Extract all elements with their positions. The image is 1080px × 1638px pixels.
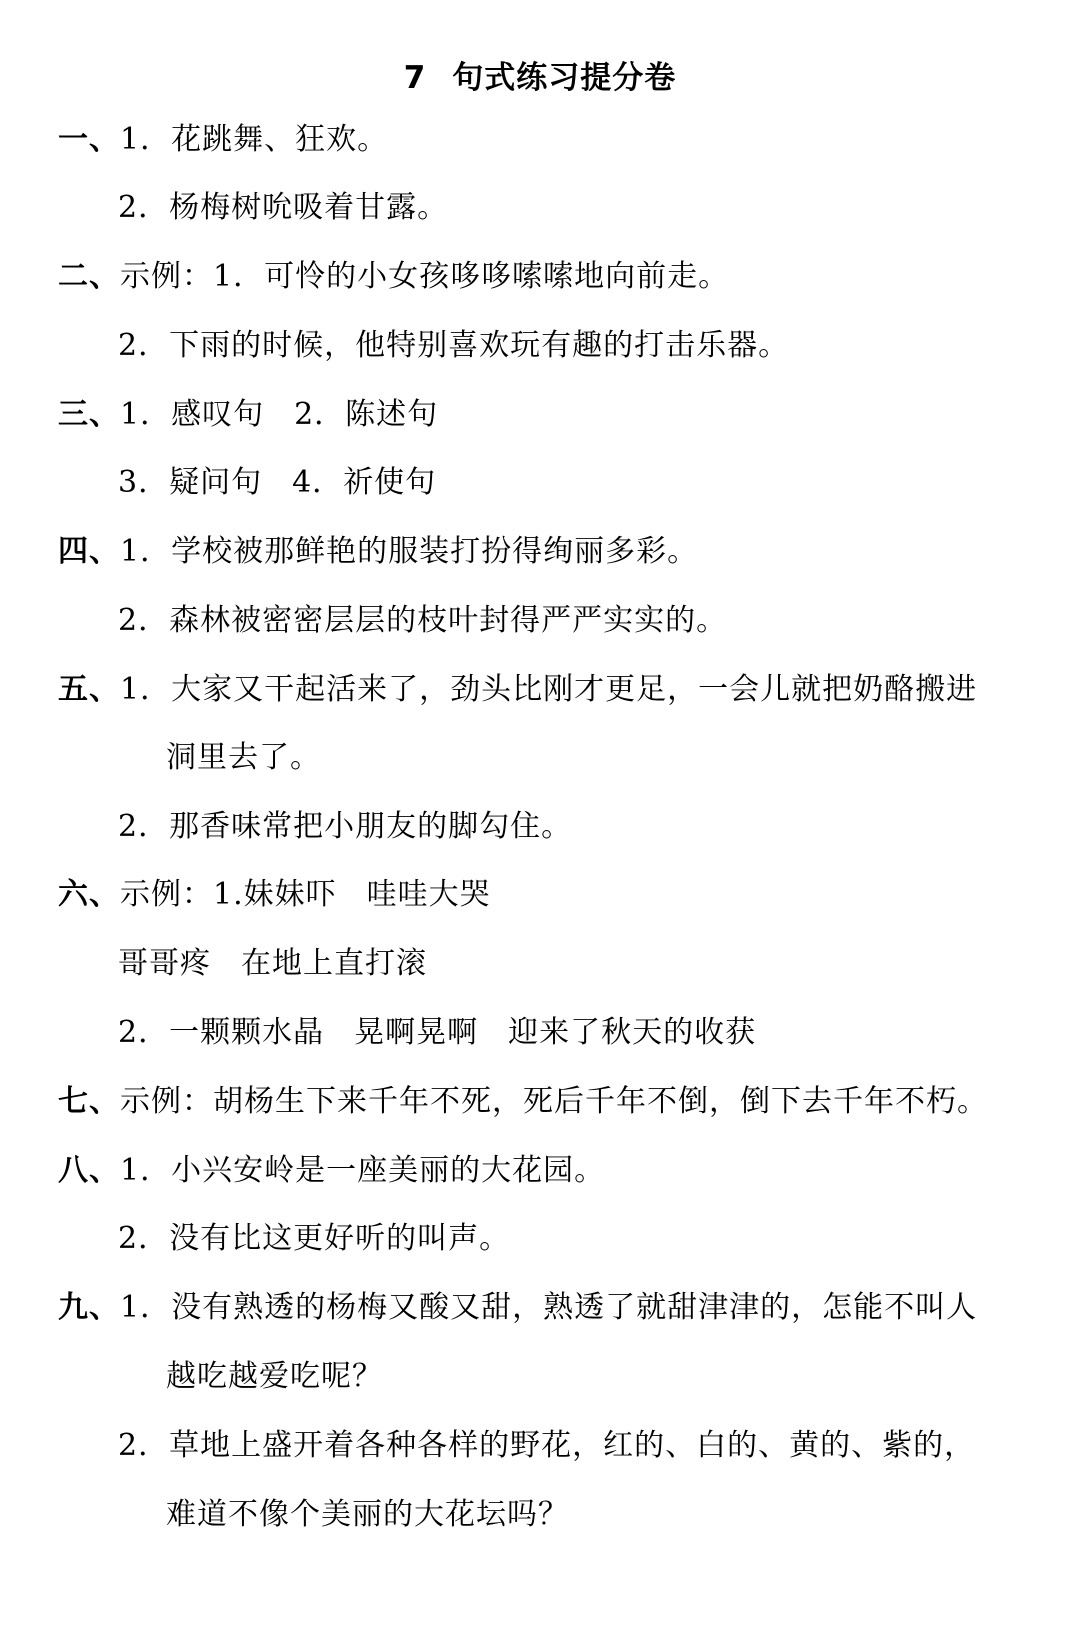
answer-line bbox=[58, 532, 698, 572]
section-label: 九、 bbox=[58, 1290, 120, 1325]
section-label: 六、 bbox=[58, 877, 120, 912]
section-label: 三、 bbox=[58, 397, 120, 432]
answer-text: 在地上直打滚 bbox=[241, 946, 427, 981]
answer-line bbox=[58, 120, 388, 160]
title-number: 7 bbox=[403, 60, 427, 96]
answer-text: 1．小兴安岭是一座美丽的大花园。 bbox=[120, 1153, 606, 1188]
answer-text: 2．下雨的时候，他特别喜欢玩有趣的打击乐器。 bbox=[118, 328, 790, 363]
section-label: 八、 bbox=[58, 1153, 120, 1188]
answer-text: 哥哥疼 bbox=[118, 946, 211, 981]
answer-text: 2．一颗颗水晶 bbox=[118, 1015, 325, 1050]
answer-text: 1．花跳舞、狂欢。 bbox=[120, 122, 389, 157]
answer-line bbox=[58, 670, 977, 710]
answer-line bbox=[58, 1151, 605, 1191]
section-label: 五、 bbox=[58, 672, 120, 707]
answer-line bbox=[166, 1357, 383, 1397]
answer-text: 难道不像个美丽的大花坛吗？ bbox=[166, 1497, 569, 1532]
answer-line bbox=[58, 875, 491, 915]
section-label: 二、 bbox=[58, 259, 120, 294]
answer-text: 1．没有熟透的杨梅又酸又甜，熟透了就甜津津的，怎能不叫人 bbox=[120, 1290, 978, 1325]
answer-line bbox=[58, 395, 438, 435]
answer-text: 1．大家又干起活来了，劲头比刚才更足，一会儿就把奶酪搬进 bbox=[120, 672, 978, 707]
section-label: 四、 bbox=[58, 534, 120, 569]
answer-line bbox=[118, 944, 427, 984]
answer-text: 3．疑问句 bbox=[118, 465, 263, 500]
answer-text: 2．草地上盛开着各种各样的野花，红的、白的、黄的、紫的， bbox=[118, 1428, 976, 1463]
answer-text: 4．祈使句 bbox=[292, 465, 437, 500]
answer-line bbox=[118, 1426, 975, 1466]
answer-text: 1．学校被那鲜艳的服装打扮得绚丽多彩。 bbox=[120, 534, 699, 569]
answer-line bbox=[58, 1082, 988, 1122]
answer-line bbox=[118, 601, 727, 641]
answer-text: 示例：1．可怜的小女孩哆哆嗦嗦地向前走。 bbox=[120, 259, 730, 294]
answer-text: 2．没有比这更好听的叫声。 bbox=[118, 1221, 511, 1256]
answer-line bbox=[118, 463, 436, 503]
answer-text: 2．森林被密密层层的枝叶封得严严实实的。 bbox=[118, 603, 728, 638]
page-title bbox=[0, 52, 1080, 97]
answer-text: 示例：1.妹妹吓 bbox=[120, 877, 337, 912]
answer-text: 2．那香味常把小朋友的脚勾住。 bbox=[118, 809, 573, 844]
answer-text: 示例：胡杨生下来千年不死，死后千年不倒，倒下去千年不朽。 bbox=[120, 1084, 988, 1119]
answer-line bbox=[118, 326, 789, 366]
answer-line bbox=[58, 257, 729, 297]
answer-text: 迎来了秋天的收获 bbox=[508, 1015, 757, 1050]
answer-text: 越吃越爱吃呢？ bbox=[166, 1359, 383, 1394]
answer-line bbox=[118, 1013, 756, 1053]
answer-text: 2．杨梅树吮吸着甘露。 bbox=[118, 190, 449, 225]
section-label: 一、 bbox=[58, 122, 120, 157]
title-text: 句式练习提分卷 bbox=[452, 60, 677, 96]
answer-text: 2．陈述句 bbox=[294, 397, 439, 432]
answer-text: 晃啊晃啊 bbox=[354, 1015, 479, 1050]
answer-text: 1．感叹句 bbox=[120, 397, 265, 432]
answer-line bbox=[118, 188, 448, 228]
answer-line bbox=[166, 738, 321, 778]
answer-line bbox=[118, 807, 572, 847]
answer-line bbox=[58, 1288, 977, 1328]
answer-text: 洞里去了。 bbox=[166, 740, 321, 775]
answer-line bbox=[118, 1219, 510, 1259]
answer-text: 哇哇大哭 bbox=[366, 877, 491, 912]
answer-line bbox=[166, 1495, 569, 1535]
section-label: 七、 bbox=[58, 1084, 120, 1119]
